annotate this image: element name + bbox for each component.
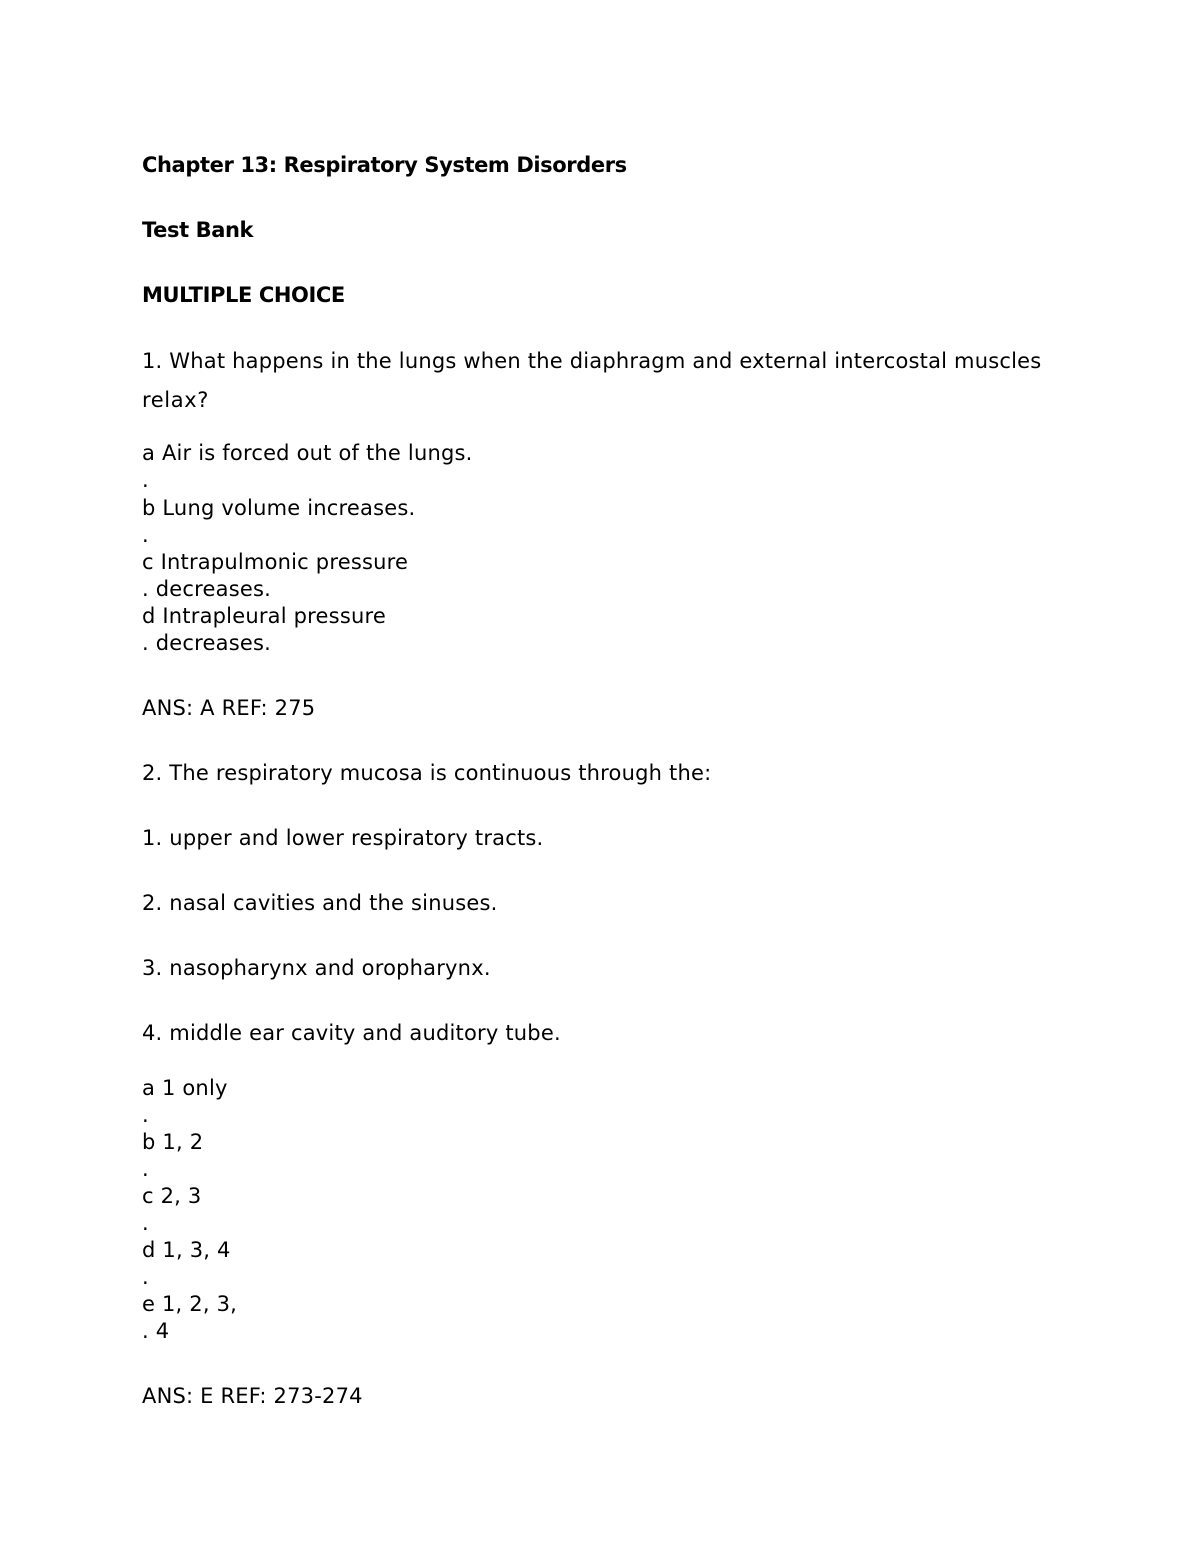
q1-option-b-dot: .: [142, 523, 149, 547]
q1-stem-line1: 1. What happens in the lungs when the diaphragm and external intercostal muscles: [142, 349, 1042, 373]
q2-option-d-dot: .: [142, 1265, 149, 1289]
q2-option-a-dot: .: [142, 1103, 149, 1127]
q1-option-d: d Intrapleural pressure: [142, 604, 386, 628]
q2-option-b-dot: .: [142, 1157, 149, 1181]
q1-answer: ANS: A REF: 275: [142, 696, 316, 720]
q1-option-d-cont: . decreases.: [142, 631, 271, 655]
q1-stem-line2: relax?: [142, 388, 209, 412]
q2-stem: 2. The respiratory mucosa is continuous through the:: [142, 761, 712, 785]
subtitle: Test Bank: [142, 218, 254, 242]
q2-item-4: 4. middle ear cavity and auditory tube.: [142, 1021, 561, 1045]
q1-option-a: a Air is forced out of the lungs.: [142, 441, 473, 465]
q2-item-2: 2. nasal cavities and the sinuses.: [142, 891, 498, 915]
q1-option-a-dot: .: [142, 468, 149, 492]
q2-option-c-dot: .: [142, 1211, 149, 1235]
q2-option-c: c 2, 3: [142, 1184, 202, 1208]
q2-option-b: b 1, 2: [142, 1130, 204, 1154]
q1-option-c: c Intrapulmonic pressure: [142, 550, 409, 574]
chapter-title: Chapter 13: Respiratory System Disorders: [142, 153, 627, 177]
q2-item-3: 3. nasopharynx and oropharynx.: [142, 956, 491, 980]
section-heading: MULTIPLE CHOICE: [142, 283, 345, 307]
q2-answer: ANS: E REF: 273-274: [142, 1384, 363, 1408]
q2-option-e-cont: . 4: [142, 1319, 170, 1343]
q1-option-b: b Lung volume increases.: [142, 496, 416, 520]
q2-option-d: d 1, 3, 4: [142, 1238, 231, 1262]
q2-option-a: a 1 only: [142, 1076, 228, 1100]
q2-item-1: 1. upper and lower respiratory tracts.: [142, 826, 544, 850]
q2-option-e: e 1, 2, 3,: [142, 1292, 238, 1316]
q1-option-c-cont: . decreases.: [142, 577, 271, 601]
